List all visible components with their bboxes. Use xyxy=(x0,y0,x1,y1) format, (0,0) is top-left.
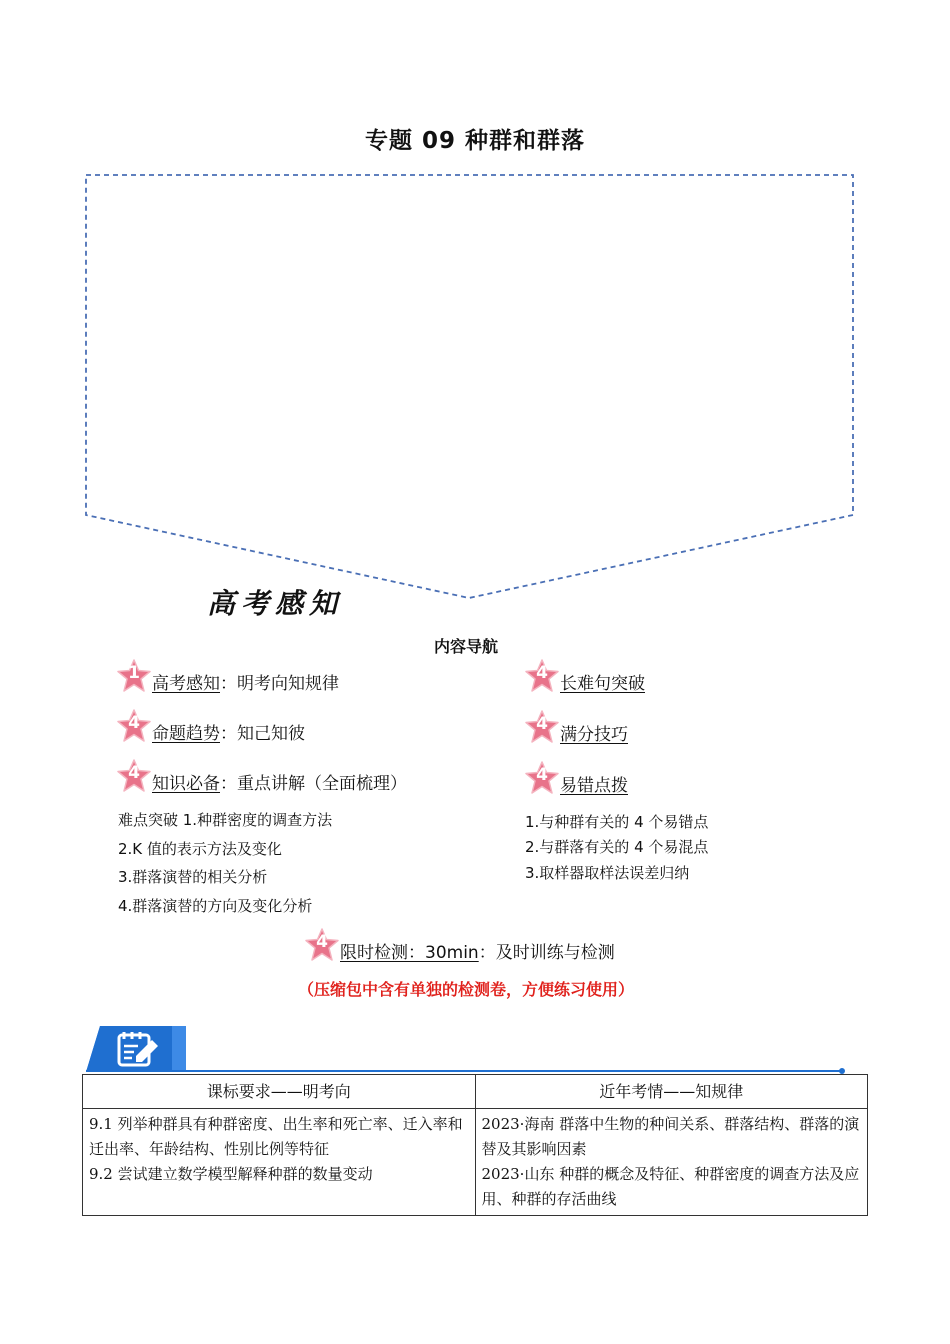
star-badge-icon xyxy=(524,709,560,745)
badge-number: 4 xyxy=(128,763,140,783)
badge-number: 4 xyxy=(536,765,548,785)
star-badge-icon xyxy=(116,758,152,794)
nav-label: 易错点拨 xyxy=(560,776,628,796)
nav-item-errors[interactable] xyxy=(524,760,628,796)
star-badge-icon xyxy=(304,927,340,963)
nav-label: 满分技巧 xyxy=(560,725,628,745)
table-header: 近年考情——知规律 xyxy=(475,1075,868,1109)
star-badge-icon xyxy=(524,658,560,694)
error-point[interactable]: 2.与群落有关的 4 个易混点 xyxy=(525,838,709,856)
badge-number: 4 xyxy=(536,663,548,683)
standard-line: 9.2 尝试建立数学模型解释种群的数量变动 xyxy=(89,1165,373,1183)
nav-label: 知识必备 xyxy=(152,774,220,794)
standards-table xyxy=(82,1074,868,1216)
table-header: 课标要求——明考向 xyxy=(83,1075,476,1109)
exam-line: 2023·山东 种群的概念及特征、种群密度的调查方法及应用、种群的存活曲线 xyxy=(481,1165,860,1208)
error-point[interactable]: 1.与种群有关的 4 个易错点 xyxy=(525,813,709,831)
exam-cell xyxy=(475,1109,868,1216)
difficulty-point[interactable]: 3.群落演替的相关分析 xyxy=(118,868,268,886)
badge-number: 4 xyxy=(536,714,548,734)
badge-number: 1 xyxy=(128,663,140,683)
badge-number: 4 xyxy=(128,713,140,733)
nav-desc: ：知己知彼 xyxy=(220,724,305,744)
exam-line: 2023·海南 群落中生物的种间关系、群落结构、群落的演替及其影响因素 xyxy=(481,1115,860,1158)
dashed-frame xyxy=(0,0,950,620)
nav-label: 长难句突破 xyxy=(560,674,645,694)
star-badge-icon xyxy=(116,658,152,694)
nav-item-timed-test[interactable] xyxy=(304,927,615,963)
nav-desc: ：及时训练与检测 xyxy=(478,943,615,963)
standards-cell xyxy=(83,1109,476,1216)
page-title: 专题 09 种群和群落 xyxy=(364,128,586,154)
nav-heading: 内容导航 xyxy=(433,637,498,656)
nav-item-skills[interactable] xyxy=(524,709,628,745)
nav-item-gaokao[interactable] xyxy=(116,658,339,694)
difficulty-point[interactable]: 4.群落演替的方向及变化分析 xyxy=(118,897,313,915)
nav-desc: ：重点讲解（全面梳理） xyxy=(220,774,407,794)
download-note: （压缩包中含有单独的检测卷，方便练习使用） xyxy=(297,980,634,999)
section-heading: 高考感知 xyxy=(207,587,344,620)
nav-label: 高考感知 xyxy=(152,674,220,694)
nav-item-knowledge[interactable] xyxy=(116,758,407,794)
nav-item-trend[interactable] xyxy=(116,708,305,744)
difficulty-point[interactable]: 2.K 值的表示方法及变化 xyxy=(118,840,282,858)
nav-label: 命题趋势 xyxy=(152,724,220,744)
badge-number: 4 xyxy=(316,932,328,952)
star-badge-icon xyxy=(116,708,152,744)
nav-label: 限时检测：30min xyxy=(340,943,479,963)
standard-line: 9.1 列举种群具有种群密度、出生率和死亡率、迁入率和迁出率、年龄结构、性别比例等特征 xyxy=(89,1115,463,1158)
nav-item-long-sentence[interactable] xyxy=(524,658,645,694)
table-banner xyxy=(86,1024,848,1074)
difficulty-point[interactable]: 难点突破 1.种群密度的调查方法 xyxy=(118,811,333,829)
nav-desc: ：明考向知规律 xyxy=(220,674,339,694)
table-row xyxy=(83,1109,868,1216)
star-badge-icon xyxy=(524,760,560,796)
error-point[interactable]: 3.取样器取样法误差归纳 xyxy=(525,864,690,882)
